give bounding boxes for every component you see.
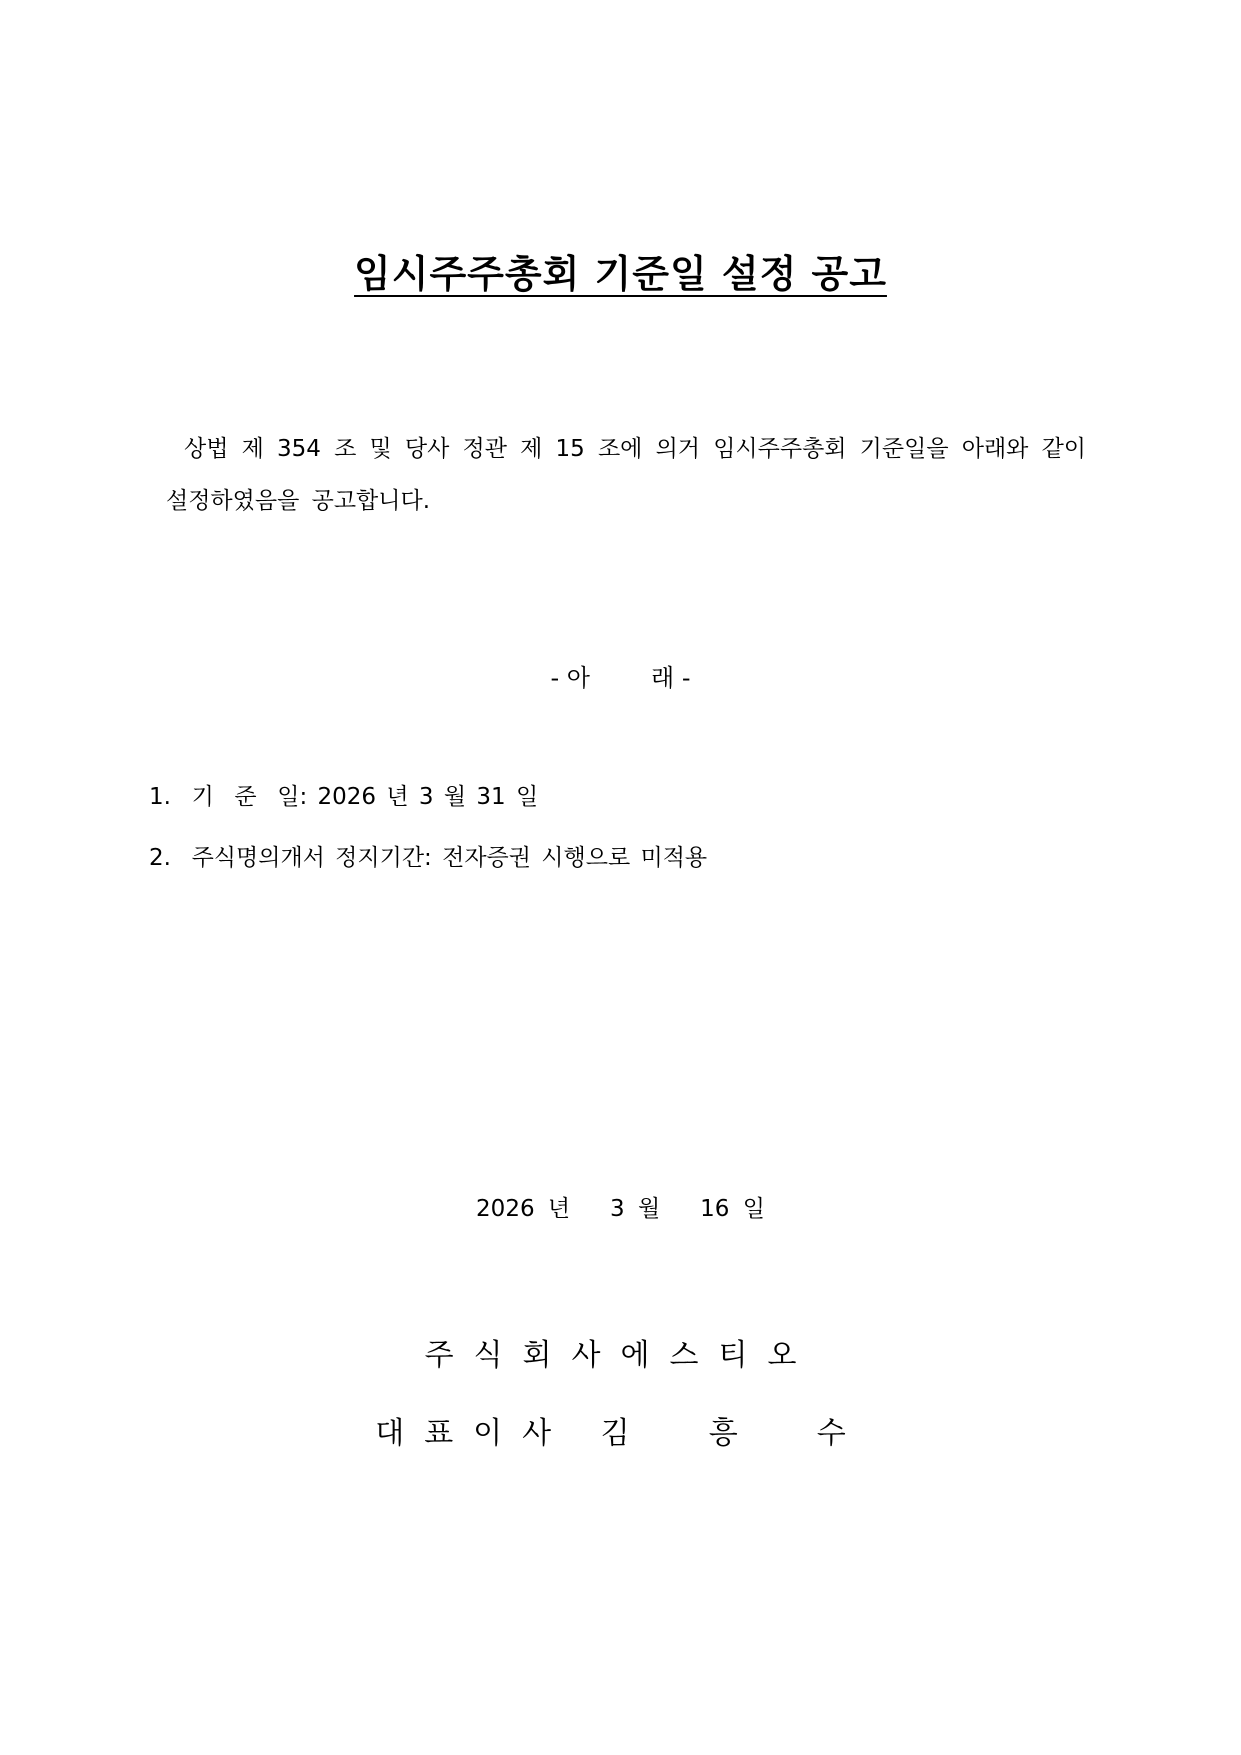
list-item-transfer-suspension: 2. 주식명의개서 정지기간: 전자증권 시행으로 미적용 (149, 845, 708, 871)
notice-items-list (149, 780, 707, 902)
notice-body: 상법 제 354 조 및 당사 정관 제 15 조에 의거 임시주주총회 기준일을 아래와 같이 설정하였음을 공고합니다. (166, 436, 1086, 514)
list-item-record-date: 1. 기 준 일: 2026 년 3 월 31 일 (149, 784, 539, 810)
representative-name: 대표이사 김 흥 수 (375, 1416, 866, 1451)
company-name: 주식회사에스티오 (424, 1338, 817, 1373)
document-title (0, 246, 1241, 302)
document-title-text: 임시주주총회 기준일 설정 공고 (354, 252, 887, 296)
notice-date: 2026 년 3 월 16 일 (476, 1196, 765, 1222)
notice-heading: - 아 래 - (550, 664, 691, 692)
